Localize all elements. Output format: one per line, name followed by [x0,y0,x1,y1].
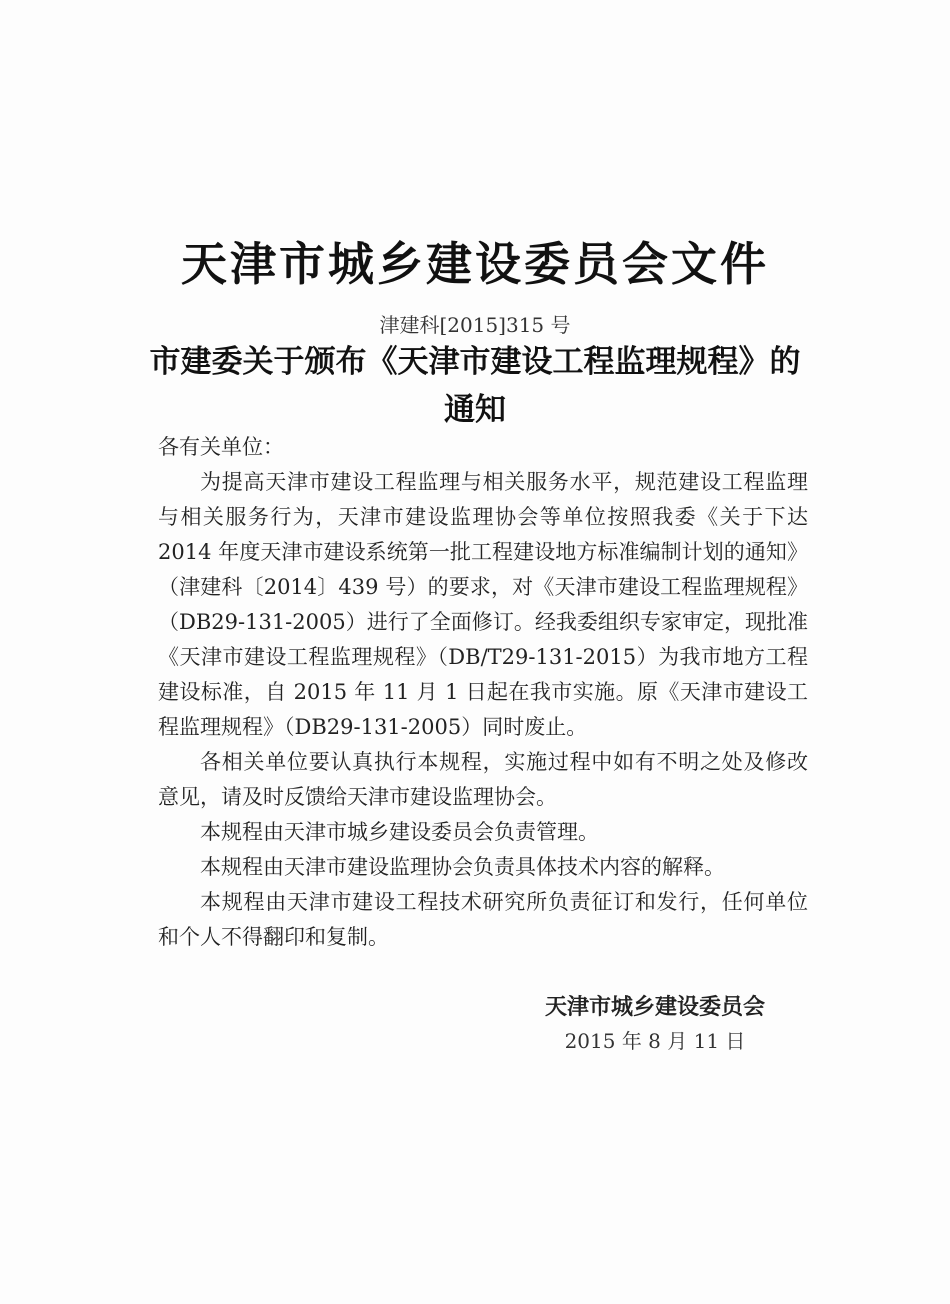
body-paragraph: 本规程由天津市建设监理协会负责具体技术内容的解释。 [200,855,725,879]
body-paragraph: 为提高天津市建设工程监理与相关服务水平，规范建设工程监理与相关服务行为，天津市建设监理协会等单位按照我委《关于下达 2014 年度天津市建设系统第一批工程建设地方标准编制计划的通知》（津建科〔2014〕439 号）的要求，对《天津市建设工程监理规程》（DB29-131-2005）进行了全面修订。经我委组织专家审定，现批准《天津市建设工程监理规程》（DB/T29-131-2015）为我市地方工程建设标准，自 2015 年 11 月 1 日起在我市实施。原《天津市建设工程监理规程》（DB29-131-2005）同时废止。 [158,470,808,739]
notice-title-line-2: 通知 [444,392,506,428]
notice-body [158,430,808,955]
body-paragraph: 各相关单位要认真执行本规程，实施过程中如有不明之处及修改意见，请及时反馈给天津市建设监理协会。 [158,750,808,809]
document-number: 津建科[2015]315 号 [379,313,571,337]
document-header-title: 天津市城乡建设委员会文件 [181,237,769,291]
notice-title-line-1: 市建委关于颁布《天津市建设工程监理规程》的 [149,344,801,380]
salutation: 各有关单位： [158,435,284,459]
body-paragraph: 本规程由天津市城乡建设委员会负责管理。 [200,820,599,844]
body-paragraph: 本规程由天津市建设工程技术研究所负责征订和发行，任何单位和个人不得翻印和复制。 [158,890,808,949]
issuer-signature: 天津市城乡建设委员会 [544,995,765,1020]
notice-title [130,338,820,434]
issue-date: 2015 年 8 月 11 日 [564,1029,746,1053]
